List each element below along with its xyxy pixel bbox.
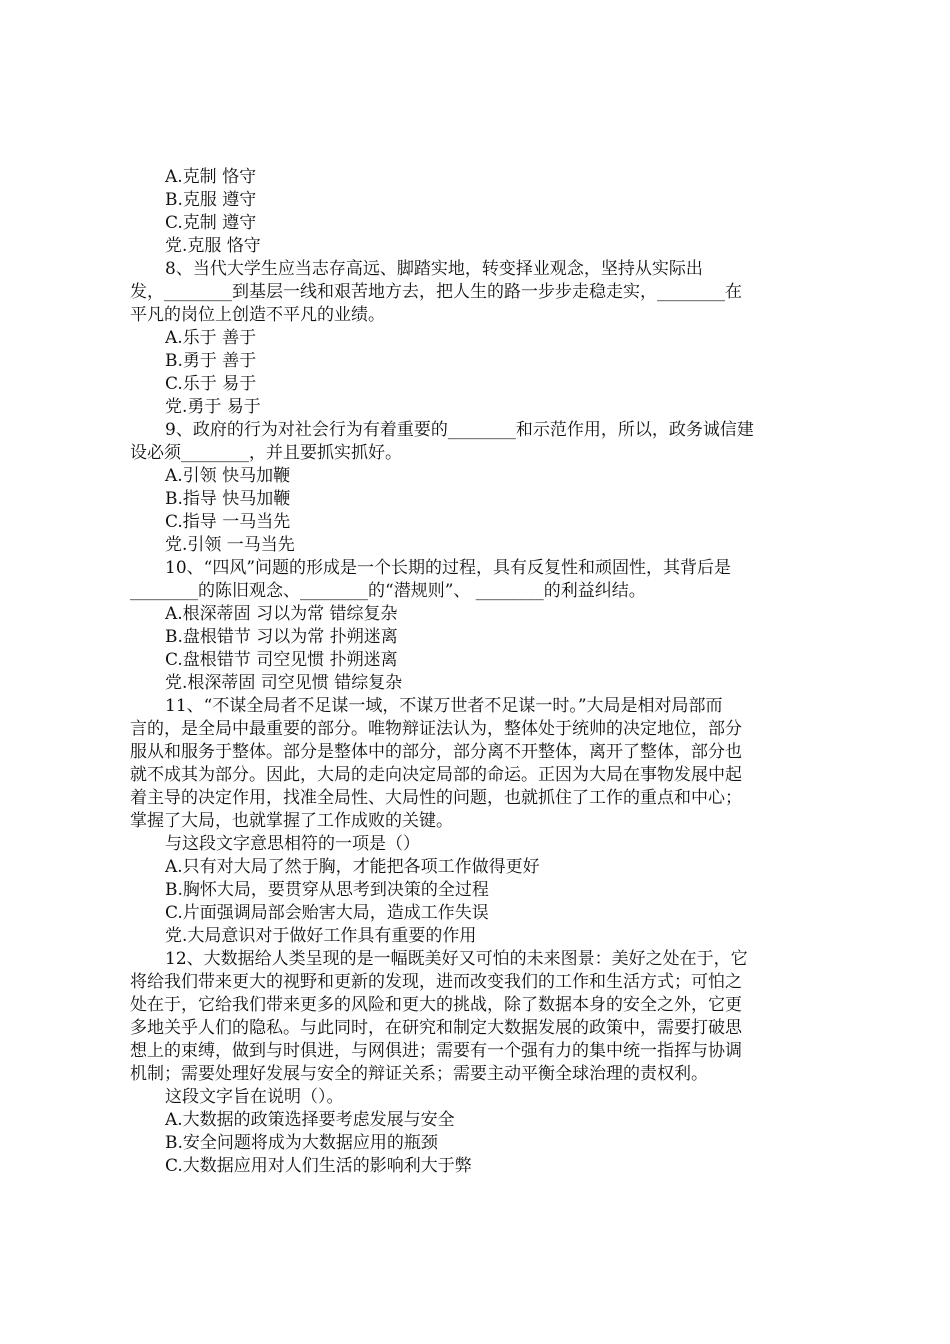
option-b: B.胸怀大局，要贯穿从思考到决策的全过程 xyxy=(165,880,489,900)
option-d: 党.引领 一马当先 xyxy=(165,535,295,555)
option-c: C.片面强调局部会贻害大局，造成工作失误 xyxy=(165,903,489,923)
option-d: 党.根深蒂固 司空见惯 错综复杂 xyxy=(165,673,403,693)
option-c: C.克制 遵守 xyxy=(165,213,257,233)
question-11-prompt: 与这段文字意思相符的一项是（） xyxy=(165,834,420,854)
option-a: A.大数据的政策选择要考虑发展与安全 xyxy=(165,1110,455,1130)
question-11-line-6: 掌握了大局，也就掌握了工作成败的关键。 xyxy=(130,811,453,831)
question-10 xyxy=(130,557,820,695)
question-11-line-4: 就不成其为部分。因此，大局的走向决定局部的命运。正因为大局在事物发展中起 xyxy=(130,765,742,785)
question-8-line-2: 发，________到基层一线和艰苦地方去，把人生的路一步步走稳走实，________在 xyxy=(130,282,742,302)
question-9-line-1: 9、政府的行为对社会行为有着重要的________和示范作用，所以，政务诚信建 xyxy=(165,420,754,440)
option-a: A.只有对大局了然于胸，才能把各项工作做得更好 xyxy=(165,857,540,877)
question-12-line-4: 多地关乎人们的隐私。与此同时，在研究和制定大数据发展的政策中，需要打破思 xyxy=(130,1018,742,1038)
question-12-line-2: 将给我们带来更大的视野和更新的发现，进而改变我们的工作和生活方式；可怕之 xyxy=(130,972,742,992)
option-b: B.指导 快马加鞭 xyxy=(165,489,291,509)
question-8 xyxy=(130,258,820,419)
question-11-line-3: 服从和服务于整体。部分是整体中的部分，部分离不开整体，离开了整体，部分也 xyxy=(130,742,742,762)
option-d: 党.克服 恪守 xyxy=(165,236,261,256)
option-a: A.克制 恪守 xyxy=(165,167,257,187)
option-c: C.指导 一马当先 xyxy=(165,512,291,532)
option-a: A.根深蒂固 习以为常 错综复杂 xyxy=(165,604,398,624)
question-10-line-1: 10、“四风”问题的形成是一个长期的过程，具有反复性和顽固性，其背后是 xyxy=(165,558,732,578)
option-c: C.盘根错节 司空见惯 扑朔迷离 xyxy=(165,650,398,670)
question-12-line-3: 处在于，它给我们带来更多的风险和更大的挑战，除了数据本身的安全之外，它更 xyxy=(130,995,742,1015)
option-d: 党.勇于 易于 xyxy=(165,397,261,417)
question-9 xyxy=(130,419,820,557)
option-b: B.盘根错节 习以为常 扑朔迷离 xyxy=(165,627,398,647)
question-11-line-1: 11、“不谋全局者不足谋一域，不谋万世者不足谋一时。”大局是相对局部而 xyxy=(165,696,723,716)
option-b: B.安全问题将成为大数据应用的瓶颈 xyxy=(165,1133,438,1153)
question-11 xyxy=(130,695,820,948)
option-c: C.乐于 易于 xyxy=(165,374,257,394)
prev-question-options xyxy=(165,166,820,258)
option-b: B.克服 遵守 xyxy=(165,190,257,210)
option-b: B.勇于 善于 xyxy=(165,351,257,371)
question-12-line-1: 12、大数据给人类呈现的是一幅既美好又可怕的未来图景：美好之处在于，它 xyxy=(165,949,748,969)
question-10-line-2: ________的陈旧观念、________的“潜规则”、 ________的利益纠结。 xyxy=(130,581,646,601)
question-8-line-1: 8、当代大学生应当志存高远、脚踏实地，转变择业观念，坚持从实际出 xyxy=(165,259,703,279)
option-a: A.乐于 善于 xyxy=(165,328,257,348)
option-c: C.大数据应用对人们生活的影响利大于弊 xyxy=(165,1156,472,1176)
option-a: A.引领 快马加鞭 xyxy=(165,466,291,486)
question-9-line-2: 设必须________，并且要抓实抓好。 xyxy=(130,443,402,463)
question-12-line-6: 机制；需要处理好发展与安全的辩证关系；需要主动平衡全球治理的责权利。 xyxy=(130,1064,708,1084)
question-12-prompt: 这段文字旨在说明（）。 xyxy=(165,1087,344,1107)
question-12 xyxy=(130,948,820,1178)
question-8-line-3: 平凡的岗位上创造不平凡的业绩。 xyxy=(130,305,385,325)
question-12-line-5: 想上的束缚，做到与时俱进，与网俱进；需要有一个强有力的集中统一指挥与协调 xyxy=(130,1041,742,1061)
question-11-line-2: 言的，是全局中最重要的部分。唯物辩证法认为，整体处于统帅的决定地位，部分 xyxy=(130,719,742,739)
option-d: 党.大局意识对于做好工作具有重要的作用 xyxy=(165,926,477,946)
question-11-line-5: 着主导的决定作用，找准全局性、大局性的问题，也就抓住了工作的重点和中心； xyxy=(130,788,742,808)
